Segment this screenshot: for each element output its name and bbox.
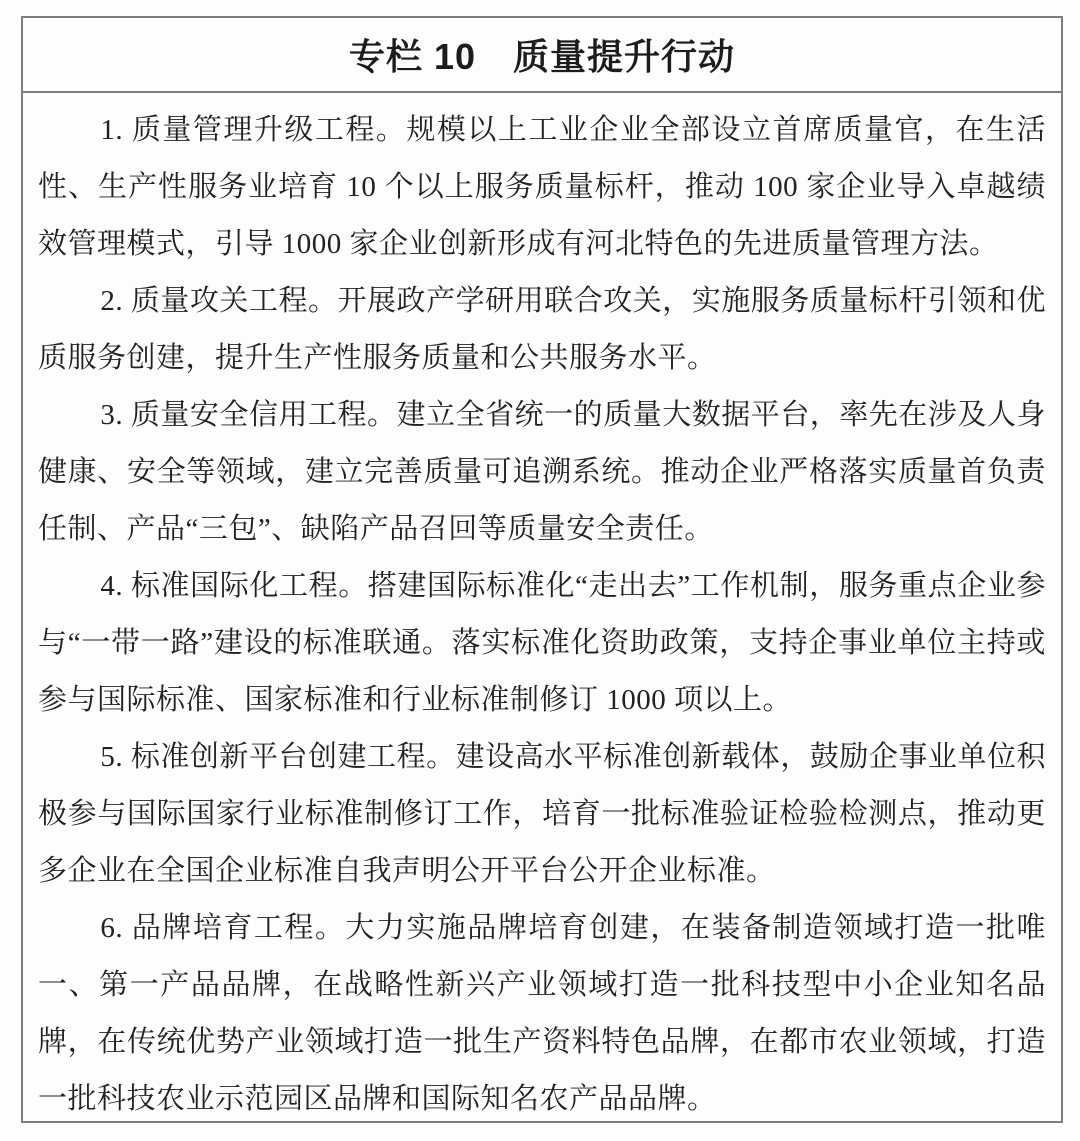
paragraph-5: 5. 标准创新平台创建工程。建设高水平标准创新载体，鼓励企事业单位积极参与国际国家行业标准制修订工作，培育一批标准验证检验检测点，推动更多企业在全国企业标准自我声明公开平台公开企业标准。	[38, 741, 1046, 887]
column-box-body	[23, 93, 1061, 1128]
paragraph-6: 6. 品牌培育工程。大力实施品牌培育创建，在装备制造领域打造一批唯一、第一产品品牌，在战略性新兴产业领域打造一批科技型中小企业知名品牌，在传统优势产业领域打造一批生产资料特色品牌，在都市农业领域，打造一批科技农业示范园区品牌和国际知名农产品品牌。	[38, 912, 1046, 1115]
paragraph-3: 3. 质量安全信用工程。建立全省统一的质量大数据平台，率先在涉及人身健康、安全等领域，建立完善质量可追溯系统。推动企业严格落实质量首负责任制、产品“三包”、缺陷产品召回等质量安全责任。	[38, 399, 1046, 545]
paragraph-1: 1. 质量管理升级工程。规模以上工业企业全部设立首席质量官，在生活性、生产性服务业培育 10 个以上服务质量标杆，推动 100 家企业导入卓越绩效管理模式，引导 1000 家企业创新形成有河北特色的先进质量管理方法。	[38, 114, 1046, 260]
paragraph-4: 4. 标准国际化工程。搭建国际标准化“走出去”工作机制，服务重点企业参与“一带一路”建设的标准联通。落实标准化资助政策，支持企事业单位主持或参与国际标准、国家标准和行业标准制修订 1000 项以上。	[38, 570, 1046, 716]
column-title: 专栏 10 质量提升行动	[348, 36, 736, 77]
paragraph-2: 2. 质量攻关工程。开展政产学研用联合攻关，实施服务质量标杆引领和优质服务创建，提升生产性服务质量和公共服务水平。	[38, 285, 1046, 374]
column-box	[21, 16, 1063, 1123]
column-box-header	[23, 18, 1061, 93]
